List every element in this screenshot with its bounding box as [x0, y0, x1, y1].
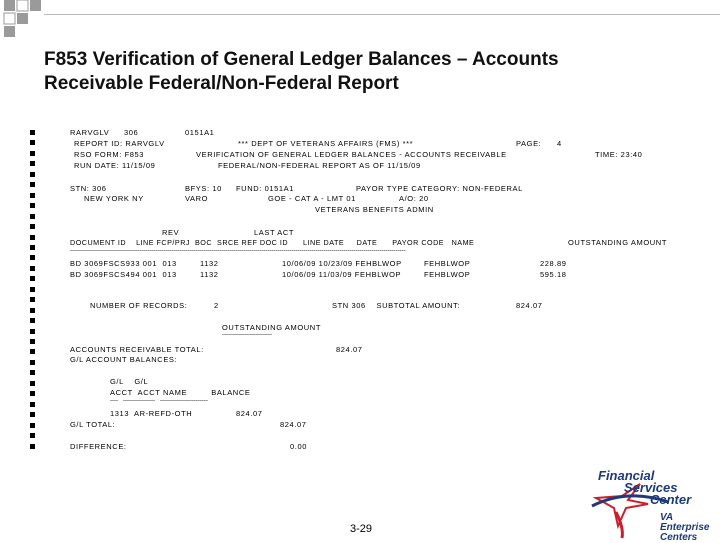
varo: VARO [185, 194, 209, 203]
outstanding-rule: ------------------------- [222, 332, 272, 338]
row-1-amount: 228.89 [540, 259, 567, 268]
row-1-payor: FEHBLWOP [424, 259, 471, 268]
column-headers: DOCUMENT ID LINE FCP/PRJ BOC SRCE REF DOC ID LINE DATE DATE PAYOR CODE NAME [70, 238, 475, 247]
logo-line-va-enterprise: VA Enterprise [660, 512, 710, 533]
gl-header-1: G/L G/L [110, 377, 149, 386]
fed-nonfed-line: FEDERAL/NON-FEDERAL REPORT AS OF 11/15/09 [218, 161, 421, 170]
payor-type: PAYOR TYPE CATEGORY: NON-FEDERAL [356, 184, 523, 193]
gl-header-2: ACCT ACCT NAME BALANCE [110, 388, 251, 397]
row-1-doc: BD 3069FSCS933 001 013 [70, 259, 177, 268]
report-time: TIME: 23:40 [595, 150, 643, 159]
logo-text-fsc [598, 470, 691, 506]
bfys: BFYS: 10 [185, 184, 222, 193]
header-user: RARVGLV [70, 128, 110, 137]
header-fund: 0151A1 [185, 128, 215, 137]
dept-line: *** DEPT OF VETERANS AFFAIRS (FMS) *** [238, 139, 414, 148]
header-rule-dashes: ------------------------------------------------------------------------------------------------------------------------------------------------------------------------ [70, 248, 406, 254]
page-value: 4 [557, 139, 562, 148]
fund: FUND: 0151A1 [236, 184, 295, 193]
financial-services-center-logo [588, 468, 720, 543]
row-1-boc: 1132 [200, 259, 219, 268]
report-id: REPORT ID: RARVGLV [74, 139, 165, 148]
row-2-amount: 595.18 [540, 270, 567, 279]
gl-total-label: G/L TOTAL: [70, 420, 116, 429]
title-line-1: F853 Verification of General Ledger Balances – Accounts [44, 49, 559, 70]
gl-row-balance: 824.07 [236, 409, 263, 418]
difference-value: 0.00 [290, 442, 307, 451]
logo-text-va [660, 513, 720, 543]
num-records-value: 2 [214, 301, 219, 310]
gl-rule: ---- ---------------- ------------------------ [110, 398, 208, 404]
logo-line-centers: Centers [660, 532, 698, 543]
logo-line-financial: Financial [598, 468, 655, 483]
goe-line: GOE - CAT A - LMT 01 [268, 194, 356, 203]
ar-total-label: ACCOUNTS RECEIVABLE TOTAL: [70, 345, 204, 354]
vba-line: VETERANS BENEFITS ADMIN [315, 205, 434, 214]
logo-line-services: Services [624, 480, 678, 495]
ar-total-value: 824.07 [336, 345, 363, 354]
row-2-payor: FEHBLWOP [424, 270, 471, 279]
logo-line-center: Center [650, 492, 692, 507]
row-2-boc: 1132 [200, 270, 219, 279]
outstanding-label: OUTSTANDING AMOUNT [222, 323, 321, 332]
gl-total-value: 824.07 [280, 420, 307, 429]
row-2-dates: 10/06/09 11/03/09 FEHBLWOP [282, 270, 402, 279]
header-station: 306 [124, 128, 139, 137]
title-line-2: Receivable Federal/Non-Federal Report [44, 73, 399, 94]
row-1-dates: 10/06/09 10/23/09 FEHBLWOP [282, 259, 402, 268]
col-outstanding: OUTSTANDING AMOUNT [568, 238, 667, 247]
difference-label: DIFFERENCE: [70, 442, 127, 451]
gl-balances-label: G/L ACCOUNT BALANCES: [70, 355, 178, 364]
col-last-act: LAST ACT [254, 228, 295, 237]
subtotal-value: 824.07 [516, 301, 543, 310]
gl-row-account: 1313 AR-REFD-OTH [110, 409, 193, 418]
run-date: RUN DATE: 11/15/09 [74, 161, 156, 170]
row-2-doc: BD 3069FSCS494 001 013 [70, 270, 177, 279]
col-rev: REV [162, 228, 180, 237]
page-label: PAGE: [516, 139, 542, 148]
verification-line: VERIFICATION OF GENERAL LEDGER BALANCES - ACCOUNTS RECEIVABLE [196, 150, 507, 159]
station: STN: 306 [70, 184, 107, 193]
rso-form: RSO FORM: F853 [74, 150, 145, 159]
ao-line: A/O: 20 [399, 194, 429, 203]
stn-subtotal-label: STN 306 SUBTOTAL AMOUNT: [332, 301, 461, 310]
page-number: 3-29 [350, 523, 373, 535]
city: NEW YORK NY [84, 194, 144, 203]
num-records-label: NUMBER OF RECORDS: [90, 301, 188, 310]
